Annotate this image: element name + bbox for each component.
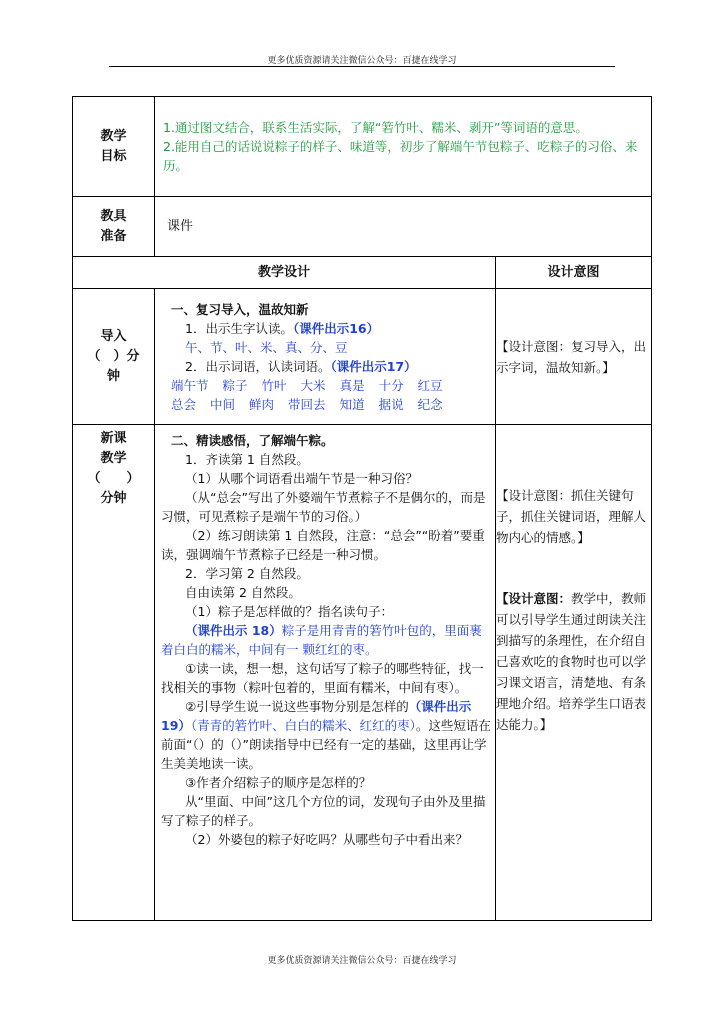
lesson-row	[73, 425, 652, 921]
tools-label: 教具 准备	[73, 197, 155, 257]
design-header-left: 教学设计	[73, 257, 496, 289]
lesson-p1: 1．齐读第 1 自然段。	[185, 452, 309, 467]
vocab-word: 据说	[378, 396, 404, 412]
vocab-word: 端午节	[171, 377, 209, 393]
vocab-word: 知道	[339, 396, 365, 412]
page-header: 更多优质资源请关注微信公众号：百捷在线学习	[267, 56, 457, 66]
vocab-word: 真是	[339, 377, 365, 393]
lesson-p13: （2）外婆包的粽子好吃吗？从哪些句子中看出来？	[185, 832, 468, 847]
design-header-right: 设计意图	[496, 257, 652, 289]
lesson-p4: （2）练习朗读第 1 自然段，注意：“总会”“盼着”要重读，强调端午节煮粽子已经是一种习惯。	[161, 528, 485, 562]
vocab-word: 纪念	[417, 396, 443, 412]
vocab-word: 总会	[171, 396, 197, 412]
vocab-word: 鲜肉	[249, 396, 275, 412]
lesson-intent-2: 【设计意图：教学中，教师可以引导学生通过朗读关注到描写的条理性，在介绍自己喜欢吃的食物时也可以学习课文语言，清楚地、有条理地介绍。培养学生口语表达能力。】	[496, 591, 647, 732]
lesson-intents	[496, 425, 652, 921]
lesson-p7: （1）粽子是怎样做的？指名读句子：	[185, 604, 393, 619]
intro-content	[155, 289, 496, 425]
page-footer: 更多优质资源请关注微信公众号：百捷在线学习	[267, 956, 457, 966]
goals-content	[155, 97, 652, 197]
lesson-p11: ③作者介绍粽子的顺序是怎样的？	[185, 775, 372, 790]
goal-item-1: 1.通过图文结合，联系生活实际，了解“箬竹叶、糯米、剥开”等词语的意思。	[163, 120, 588, 135]
intro-words-row-1	[161, 376, 491, 395]
intro-chars: 午、节、叶、米、真、分、豆	[185, 339, 348, 355]
vocab-word: 竹叶	[261, 377, 287, 393]
goal-item-2: 2.能用自己的话说说粽子的样子、味道等，初步了解端午节包粽子、吃粽子的习俗、来历。	[163, 139, 638, 173]
lesson-label: 新课 教学 （ ） 分钟	[73, 425, 155, 921]
intro-words-row-2	[161, 395, 491, 414]
intro-step1: 1．出示生字认读。（课件出示16）	[185, 320, 380, 336]
intro-step2: 2．出示词语，认读词语。（课件出示17）	[185, 358, 417, 374]
header-divider	[109, 66, 615, 67]
intro-title: 一、复习导入，温故知新	[171, 301, 309, 317]
goals-label: 教学 目标	[73, 97, 155, 197]
lesson-title: 二、精读感悟，了解端午粽。	[171, 433, 334, 448]
vocab-word: 十分	[378, 377, 404, 393]
lesson-p10: ②引导学生说一说这些事物分别是怎样的（课件出示 19）（青青的箬竹叶、白白的糯米、红红的枣）。这些短语在前面“（）的（）”朗读指导中已经有一定的基础，这里再让学生美美地读一读。	[161, 699, 491, 771]
vocab-word: 红豆	[417, 377, 443, 393]
vocab-word: 带回去	[288, 396, 326, 412]
courseware-tag-18: （课件出示 18）	[185, 623, 282, 638]
tools-value: 课件	[155, 197, 652, 257]
intro-row	[73, 289, 652, 425]
intro-intent: 【设计意图：复习导入，出示字词，温故知新。】	[496, 289, 652, 425]
lesson-p6: 自由读第 2 自然段。	[185, 585, 301, 600]
courseware-tag-19: （课件出示 19）	[161, 699, 472, 733]
goals-row	[73, 97, 652, 197]
lesson-p5: 2．学习第 2 自然段。	[185, 566, 309, 581]
lesson-plan-table	[72, 96, 652, 921]
courseware-tag-17: （课件出示17）	[330, 358, 417, 374]
intro-label: 导入 （ ）分 钟	[73, 289, 155, 425]
lesson-p3: （从“总会”写出了外婆端午节煮粽子不是偶尔的，而是习惯，可见煮粽子是端午节的习俗。）	[161, 490, 486, 524]
lesson-intent-1: 【设计意图：抓住关键句子，抓住关键词语，理解人物内心的情感。】	[496, 488, 647, 545]
design-header-row	[73, 257, 652, 289]
lesson-p12: 从“里面、中间”这几个方位的词，发现句子由外及里描写了粽子的样子。	[161, 794, 486, 828]
lesson-p9: ①读一读，想一想，这句话写了粽子的哪些特征，找一找相关的事物（粽叶包着的，里面有糯米，中间有枣）。	[161, 661, 484, 695]
vocab-word: 粽子	[222, 377, 248, 393]
lesson-content	[155, 425, 496, 921]
tools-row	[73, 197, 652, 257]
vocab-word: 中间	[210, 396, 236, 412]
lesson-p2: （1）从哪个词语看出端午节是一种习俗？	[185, 471, 418, 486]
courseware-tag-16: （课件出示16）	[292, 320, 380, 336]
vocab-word: 大米	[300, 377, 326, 393]
lesson-p8: （课件出示 18）粽子是用青青的箬竹叶包的，里面裹着白白的糯米，中间有一 颗红红的枣。	[161, 623, 482, 657]
